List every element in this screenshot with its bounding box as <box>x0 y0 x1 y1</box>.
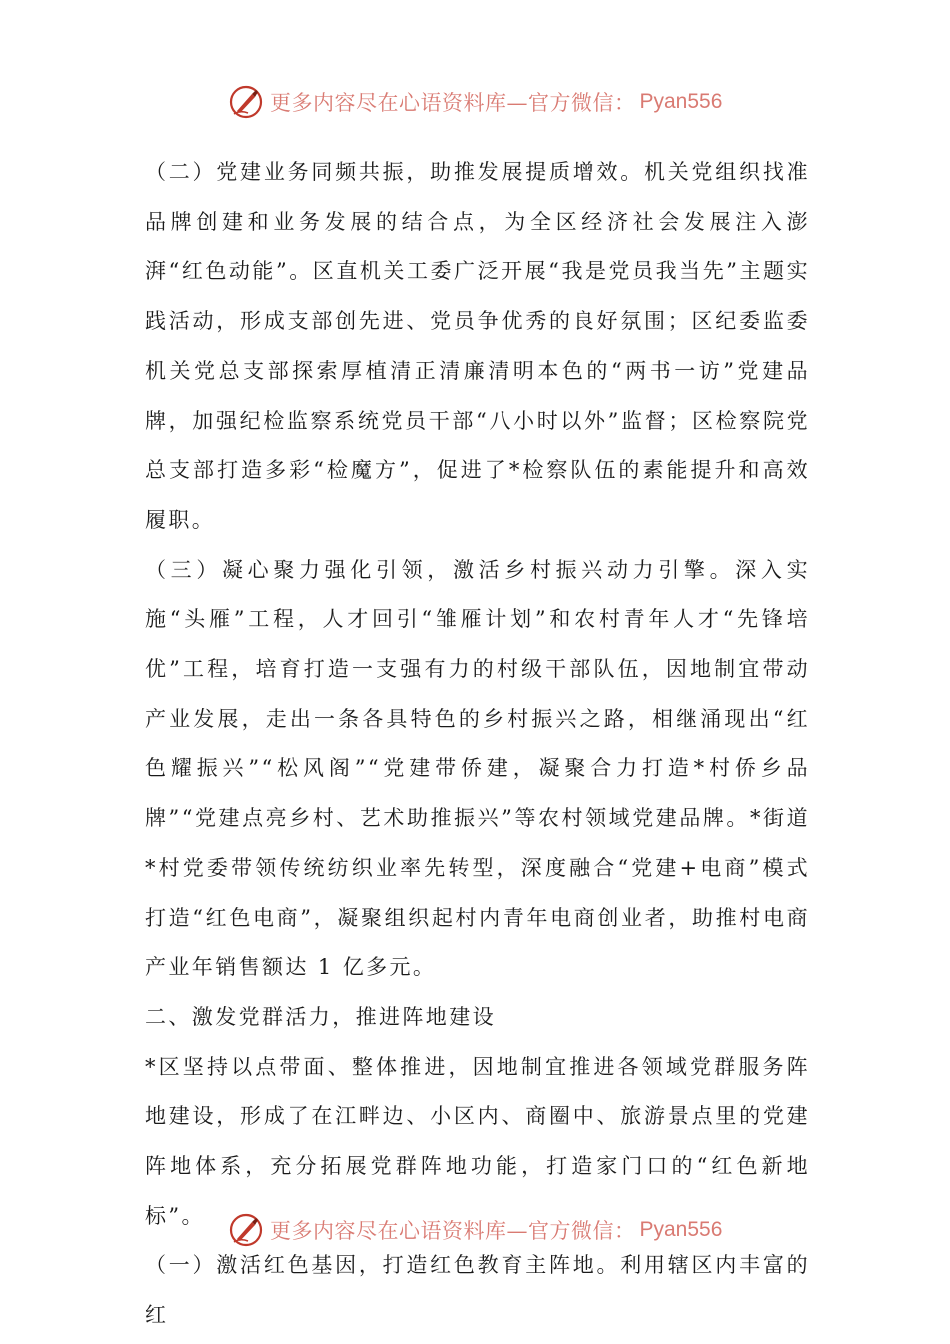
header-watermark-banner <box>228 82 748 122</box>
wechat-id: Pyan556 <box>639 90 723 113</box>
paragraph-red-education: （一）激活红色基因，打造红色教育主阵地。利用辖区内丰富的红 <box>145 1253 810 1328</box>
pen-logo-icon <box>228 84 264 120</box>
wechat-id: Pyan556 <box>639 1218 723 1241</box>
paragraph-positions: *区坚持以点带面、整体推进，因地制宜推进各领域党群服务阵地建设，形成了在江畔边、小区内、商圈中、旅游景点里的党建阵地体系，充分拓展党群阵地功能，打造家门口的“红色新地标”。 <box>145 1054 810 1228</box>
pen-logo-icon <box>228 1212 264 1248</box>
banner-text: 更多内容尽在心语资料库—官方微信： <box>270 1219 636 1243</box>
document-body <box>145 148 810 1341</box>
paragraph-rural-revitalization: （三）凝心聚力强化引领，激活乡村振兴动力引擎。深入实施“头雁”工程，人才回引“雏雁计划”和农村青年人才“先锋培优”工程，培育打造一支强有力的村级干部队伍，因地制宜带动产业发展，走出一条各具特色的乡村振兴之路，相继涌现出“红色耀振兴”“松风阁”“党建带侨建，凝聚合力打造*村侨乡品牌”“党建点亮乡村、艺术助推振兴”等农村领域党建品牌。*街道*村党委带领传统纺织业率先转型，深度融合“党建+电商”模式打造“红色电商”，凝聚组织起村内青年电商创业者，助推村电商产业年销售额达 1 亿多元。 <box>145 557 810 980</box>
footer-watermark-banner <box>228 1210 748 1250</box>
banner-text: 更多内容尽在心语资料库—官方微信： <box>270 91 636 115</box>
paragraph-party-business: （二）党建业务同频共振，助推发展提质增效。机关党组织找准品牌创建和业务发展的结合点，为全区经济社会发展注入澎湃“红色动能”。区直机关工委广泛开展“我是党员我当先”主题实践活动，形成支部创先进、党员争优秀的良好氛围；区纪委监委机关党总支部探索厚植清正清廉清明本色的“两书一访”党建品牌，加强纪检监察系统党员干部“八小时以外”监督；区检察院党总支部打造多彩“检魔方”，促进了*检察队伍的素能提升和高效履职。 <box>145 160 810 532</box>
section-heading: 二、激发党群活力，推进阵地建设 <box>145 1004 496 1029</box>
